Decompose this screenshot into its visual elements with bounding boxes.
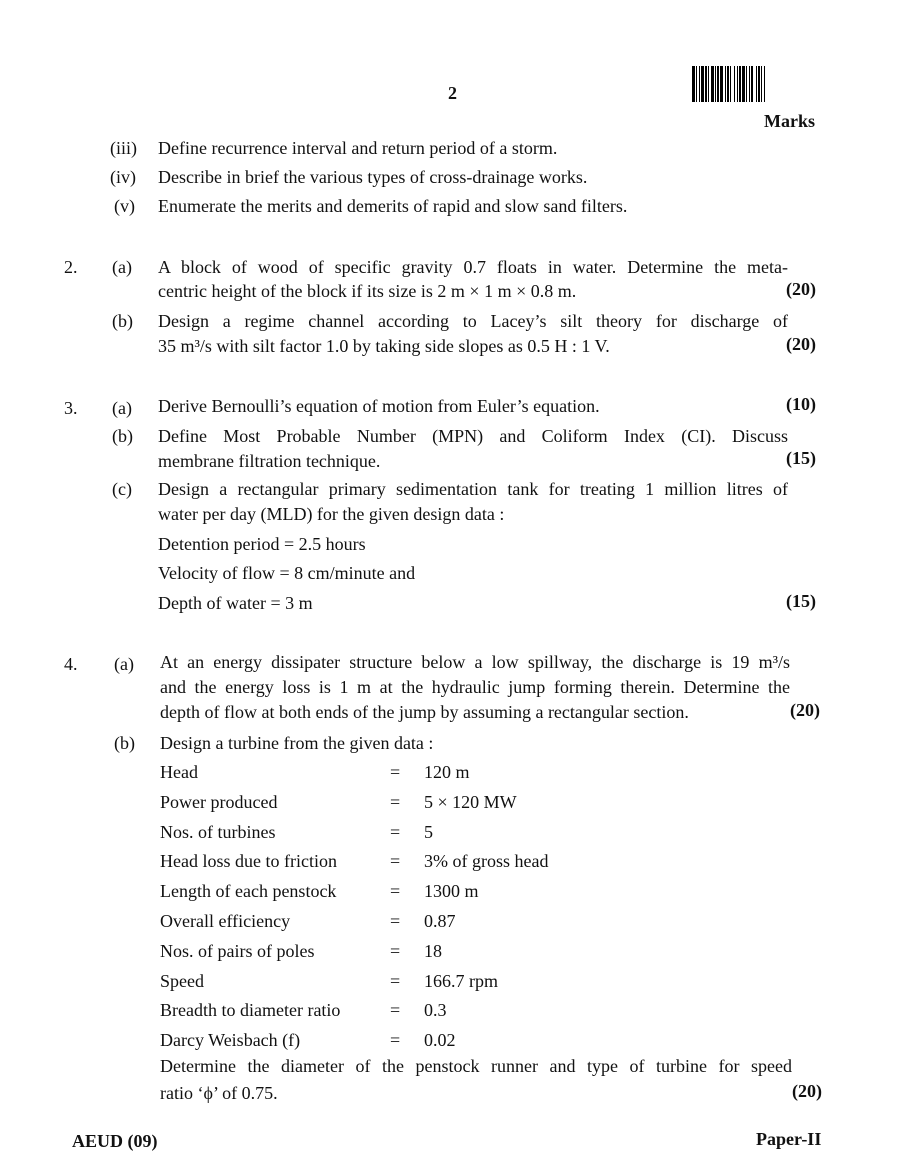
design-data-value: 0.02	[424, 1030, 456, 1050]
design-data-line: Velocity of flow = 8 cm/minute and	[158, 563, 416, 583]
question-text: Design a regime channel according to Lacey’s silt theory for discharge of	[158, 311, 788, 331]
q1-item-text: Describe in brief the various types of cross-drainage works.	[158, 167, 588, 187]
design-data-value: 0.3	[424, 1000, 447, 1020]
question-text: Design a turbine from the given data :	[160, 733, 434, 753]
page-number: 2	[448, 83, 457, 103]
equals-sign: =	[390, 911, 401, 931]
question-text: centric height of the block if its size is 2 m × 1 m × 0.8 m.	[158, 281, 577, 301]
marks-value: (15)	[786, 448, 816, 468]
q1-item-label: (v)	[114, 196, 135, 216]
design-data-value: 5	[424, 822, 433, 842]
question-text: ratio ‘ϕ’ of 0.75.	[160, 1083, 278, 1103]
design-data-value: 18	[424, 941, 442, 961]
design-data-label: Overall efficiency	[160, 911, 291, 931]
part-label: (a)	[114, 654, 134, 674]
question-text: water per day (MLD) for the given design data :	[158, 504, 505, 524]
question-text: 35 m³/s with silt factor 1.0 by taking side slopes as 0.5 H : 1 V.	[158, 336, 610, 356]
barcode-image	[692, 66, 820, 102]
design-data-label: Nos. of pairs of poles	[160, 941, 315, 961]
equals-sign: =	[390, 822, 401, 842]
design-data-line: Detention period = 2.5 hours	[158, 534, 366, 554]
marks-heading: Marks	[764, 111, 815, 131]
equals-sign: =	[390, 941, 401, 961]
design-data-line: Depth of water = 3 m	[158, 593, 313, 613]
question-text: At an energy dissipater structure below a low spillway, the discharge is 19 m³/s	[160, 652, 790, 672]
q1-item-label: (iii)	[110, 138, 137, 158]
equals-sign: =	[390, 881, 401, 901]
equals-sign: =	[390, 1030, 401, 1050]
part-label: (b)	[112, 426, 133, 446]
design-data-label: Length of each penstock	[160, 881, 337, 901]
design-data-value: 5 × 120 MW	[424, 792, 517, 812]
equals-sign: =	[390, 792, 401, 812]
paper-code: AEUD (09)	[72, 1131, 158, 1151]
marks-value: (10)	[786, 394, 816, 414]
design-data-label: Speed	[160, 971, 204, 991]
paper-name: Paper-II	[756, 1129, 822, 1149]
design-data-label: Head	[160, 762, 198, 782]
equals-sign: =	[390, 971, 401, 991]
question-text: membrane filtration technique.	[158, 451, 381, 471]
design-data-label: Darcy Weisbach (f)	[160, 1030, 301, 1050]
equals-sign: =	[390, 851, 401, 871]
design-data-value: 1300 m	[424, 881, 479, 901]
design-data-value: 0.87	[424, 911, 456, 931]
design-data-value: 166.7 rpm	[424, 971, 498, 991]
question-text: Define Most Probable Number (MPN) and Coliform Index (CI). Discuss	[158, 426, 788, 446]
marks-value: (20)	[786, 279, 816, 299]
question-text: and the energy loss is 1 m at the hydraulic jump forming therein. Determine the	[160, 677, 790, 697]
part-label: (a)	[112, 257, 132, 277]
question-text: Determine the diameter of the penstock runner and type of turbine for speed	[160, 1056, 792, 1076]
q1-item-text: Define recurrence interval and return period of a storm.	[158, 138, 558, 158]
design-data-value: 3% of gross head	[424, 851, 549, 871]
part-label: (a)	[112, 398, 132, 418]
question-number: 2.	[64, 257, 78, 277]
part-label: (b)	[114, 733, 135, 753]
design-data-label: Nos. of turbines	[160, 822, 276, 842]
marks-value: (20)	[792, 1081, 822, 1101]
question-text: Design a rectangular primary sedimentation tank for treating 1 million litres of	[158, 479, 788, 499]
marks-value: (20)	[790, 700, 820, 720]
question-text: Derive Bernoulli’s equation of motion from Euler’s equation.	[158, 396, 600, 416]
equals-sign: =	[390, 1000, 401, 1020]
design-data-label: Head loss due to friction	[160, 851, 337, 871]
q1-item-text: Enumerate the merits and demerits of rapid and slow sand filters.	[158, 196, 628, 216]
question-number: 3.	[64, 398, 78, 418]
marks-value: (20)	[786, 334, 816, 354]
question-text: A block of wood of specific gravity 0.7 floats in water. Determine the meta-	[158, 257, 788, 277]
part-label: (c)	[112, 479, 132, 499]
part-label: (b)	[112, 311, 133, 331]
equals-sign: =	[390, 762, 401, 782]
question-number: 4.	[64, 654, 78, 674]
design-data-label: Power produced	[160, 792, 278, 812]
design-data-label: Breadth to diameter ratio	[160, 1000, 341, 1020]
marks-value: (15)	[786, 591, 816, 611]
question-text: depth of flow at both ends of the jump by assuming a rectangular section.	[160, 702, 689, 722]
q1-item-label: (iv)	[110, 167, 136, 187]
design-data-value: 120 m	[424, 762, 470, 782]
